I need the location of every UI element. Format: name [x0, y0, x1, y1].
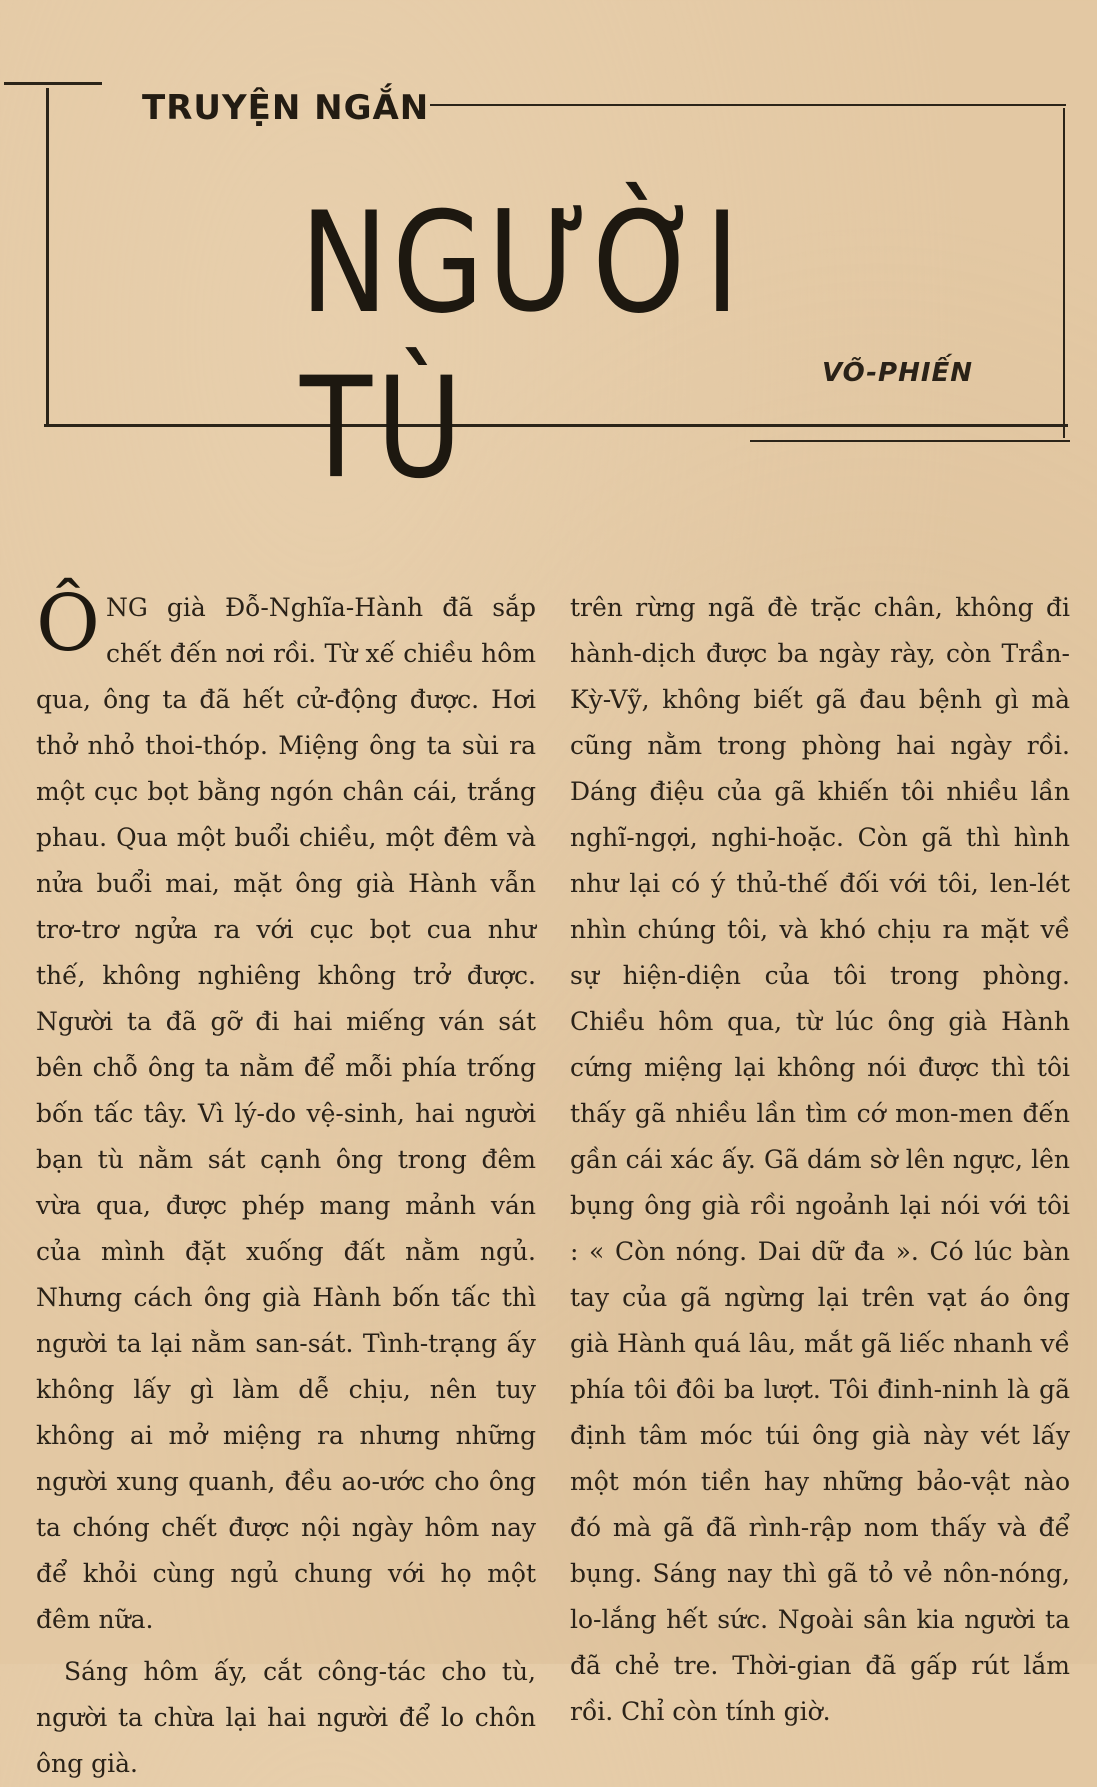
- paragraph-1: [36, 579, 536, 1643]
- dropcap: Ô: [36, 579, 100, 669]
- article-column-right: [570, 585, 1070, 1735]
- paragraph-2: Sáng hôm ấy, cắt công-tác cho tù, người ta chừa lại hai người để lo chôn ông già.: [36, 1657, 536, 1778]
- header-rule-top-left: [4, 82, 102, 85]
- story-title: NGƯỜI TÙ: [300, 181, 744, 510]
- section-label: TRUYỆN NGẮN: [142, 88, 430, 128]
- header-rule-left: [46, 88, 49, 426]
- author-name: VÕ-PHIẾN: [822, 358, 974, 388]
- header-rule-top-right: [430, 104, 1066, 106]
- article-column-left: [36, 579, 536, 1787]
- paragraph-1-text: NG già Đỗ-Nghĩa-Hành đã sắp chết đến nơi rồi. Từ xế chiều hôm qua, ông ta đã hết cử-động được. Hơi thở nhỏ thoi-thóp. Miệng ông ta sùi ra một cục bọt bằng ngón chân cái, trắng phau. Qua một buổi chiều, một đêm và nửa buổi mai, mặt ông già Hành vẫn trơ-trơ ngửa ra với cục bọt cua như thế, không nghiêng không trở được. Người ta đã gỡ đi hai miếng ván sát bên chỗ ông ta nằm để mỗi phía trống bốn tấc tây. Vì lý-do vệ-sinh, hai người bạn tù nằm sát cạnh ông trong đêm vừa qua, được phép mang mảnh ván của mình đặt xuống đất nằm ngủ. Nhưng cách ông già Hành bốn tấc thì người ta lại nằm san-sát. Tình-trạng ấy không lấy gì làm dễ chịu, nên tuy không ai mở miệng ra nhưng những người xung quanh, đều ao-ước cho ông ta chóng chết được nội ngày hôm nay để khỏi cùng ngủ chung với họ một đêm nữa.: [36, 593, 536, 1634]
- header-rule-right: [1063, 108, 1065, 438]
- paragraph-3: trên rừng ngã đè trặc chân, không đi hành-dịch được ba ngày rày, còn Trần-Kỳ-Vỹ, không biết gã đau bệnh gì mà cũng nằm trong phòng hai ngày rồi. Dáng điệu của gã khiến tôi nhiều lần nghĩ-ngợi, nghi-hoặc. Còn gã thì hình như lại có ý thủ-thế đối với tôi, len-lét nhìn chúng tôi, và khó chịu ra mặt về sự hiện-diện của tôi trong phòng. Chiều hôm qua, từ lúc ông già Hành cứng miệng lại không nói được thì tôi thấy gã nhiều lần tìm cớ mon-men đến gần cái xác ấy. Gã dám sờ lên ngực, lên bụng ông già rồi ngoảnh lại nói với tôi : « Còn nóng. Dai dữ đa ». Có lúc bàn tay của gã ngừng lại trên vạt áo ông già Hành quá lâu, mắt gã liếc nhanh về phía tôi đôi ba lượt. Tôi đinh-ninh là gã định tâm móc túi ông già này vét lấy một món tiền hay những bảo-vật nào đó mà gã đã rình-rập nom thấy và để bụng. Sáng nay thì gã tỏ vẻ nôn-nóng, lo-lắng hết sức. Ngoài sân kia người ta đã chẻ tre. Thời-gian đã gấp rút lắm rồi. Chỉ còn tính giờ.: [570, 593, 1070, 1726]
